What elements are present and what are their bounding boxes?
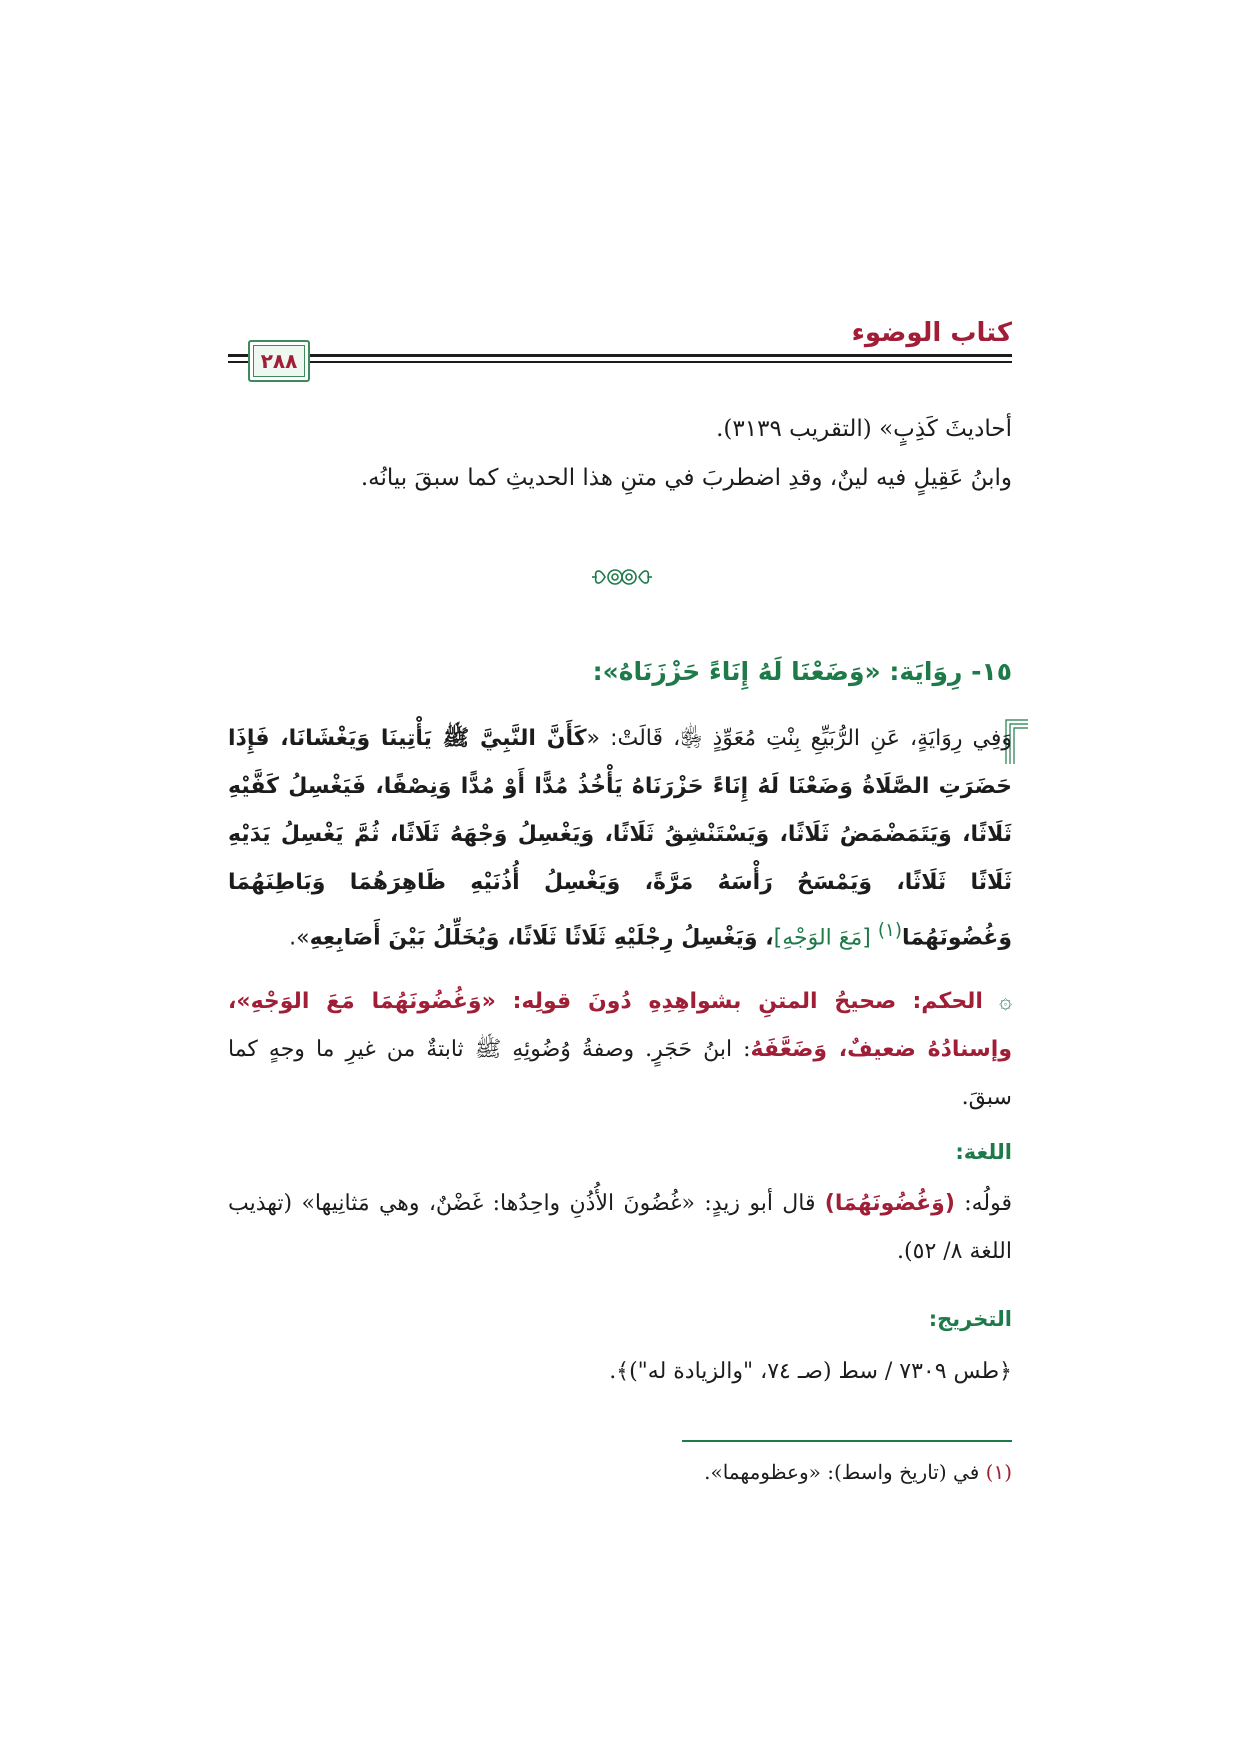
hadith-body: كَأَنَّ النَّبِيَّ ﷺ يَأْتِينَا وَيَغْشَانَا، فَإِذَا حَضَرَتِ الصَّلَاةُ وَضَعْنَا لَهُ إِنَاءً حَزْرَنَاهُ يَأْخُذُ مُدًّا أَوْ مُدًّا وَنِصْفًا، فَيَغْسِلُ كَفَّيْهِ ثَلَاثًا، وَيَتَمَضْمَضُ ثَلَاثًا، وَيَسْتَنْشِقُ ثَلَاثًا، وَيَغْسِلُ وَجْهَهُ ثَلَاثًا، ثُمَّ يَغْسِلُ يَدَيْهِ ثَلَاثًا ثَلَاثًا، وَيَمْسَحُ رَأْسَهُ مَرَّةً، وَيَغْسِلُ أُذُنَيْهِ ظَاهِرَهُمَا وَبَاطِنَهُمَا وَغُضُونَهُمَا bbox=[228, 726, 1012, 951]
lugha-heading: اللغة: bbox=[955, 1140, 1012, 1164]
footnote-text: في (تاريخ واسط): «وعظومهما». bbox=[704, 1460, 986, 1484]
footnote-reference: (١) bbox=[877, 920, 903, 941]
header-rule bbox=[302, 354, 1012, 357]
hadith-close: ». bbox=[289, 925, 310, 951]
ruling-mark-icon: ۞ bbox=[999, 989, 1013, 1014]
footnote bbox=[228, 1455, 1012, 1489]
section-heading: ١٥- رِوَايَة: «وَضَعْنَا لَهُ إِنَاءً حَزْزَنَاهُ»: bbox=[592, 657, 1012, 686]
hadith-body-end: ، وَيَغْسِلُ رِجْلَيْهِ ثَلَاثًا ثَلَاثًا، وَيُخَلِّلُ بَيْنَ أَصَابِعِهِ bbox=[309, 925, 774, 951]
lugha-paragraph bbox=[228, 1180, 1012, 1276]
footnote-separator bbox=[682, 1440, 1012, 1442]
ruling-verdict: صحيحُ المتنِ بشواهِدِهِ دُونَ قولِه: «وَغُضُونَهُمَا مَعَ الوَجْهِ»، وإسنادُهُ ضعيفٌ، وَضَعَّفَهُ bbox=[228, 989, 1012, 1062]
takhrij-paragraph: ﴿طس ٧٣٠٩ / سط (صـ ٧٤، "والزيادة له")﴾. bbox=[609, 1359, 1012, 1384]
lugha-body: قال أبو زيدٍ: «غُضُونَ الأُذُنِ واحِدُها: غَضْنٌ، وهي مَثانِيها» (تهذيب اللغة ٨/ ٥٢). bbox=[228, 1191, 1012, 1264]
hadith-bracket: [مَعَ الوَجْهِ] bbox=[773, 925, 871, 951]
hadith-intro: وَفِي رِوَايَةٍ، عَنِ الرُّبَيِّعِ بِنْتِ مُعَوِّذٍ ﵂، قَالَتْ: « bbox=[586, 726, 1012, 751]
ruling-paragraph bbox=[228, 978, 1012, 1122]
page-number-badge bbox=[248, 340, 310, 382]
page-number: ٢٨٨ bbox=[260, 349, 298, 373]
paragraph-continuation: أحاديثَ كَذِبٍ» (التقريب ٣١٣٩). bbox=[716, 416, 1012, 442]
paragraph-ibn-aqil: وابنُ عَقِيلٍ فيه لينٌ، وقدِ اضطربَ في متنِ هذا الحديثِ كما سبقَ بيانُه. bbox=[360, 465, 1012, 491]
ruling-label: الحكم: bbox=[912, 989, 983, 1014]
header-rule-thin bbox=[302, 361, 1012, 363]
ruling-rest: : ابنُ حَجَرٍ. وصفةُ وُضُوئِهِ ﷺ ثابتةٌ من غيرِ ما وجهٍ كما سبقَ. bbox=[228, 1037, 1012, 1110]
lugha-prefix: قولُه: bbox=[954, 1191, 1012, 1216]
book-title: كتاب الوضوء bbox=[851, 318, 1012, 348]
takhrij-heading: التخريج: bbox=[928, 1307, 1012, 1331]
floral-divider-icon bbox=[590, 560, 654, 594]
page-header bbox=[228, 300, 1012, 380]
lugha-word: (وَغُضُونَهُمَا) bbox=[824, 1191, 955, 1216]
hadith-text bbox=[228, 715, 1012, 962]
footnote-number: (١) bbox=[985, 1460, 1012, 1484]
